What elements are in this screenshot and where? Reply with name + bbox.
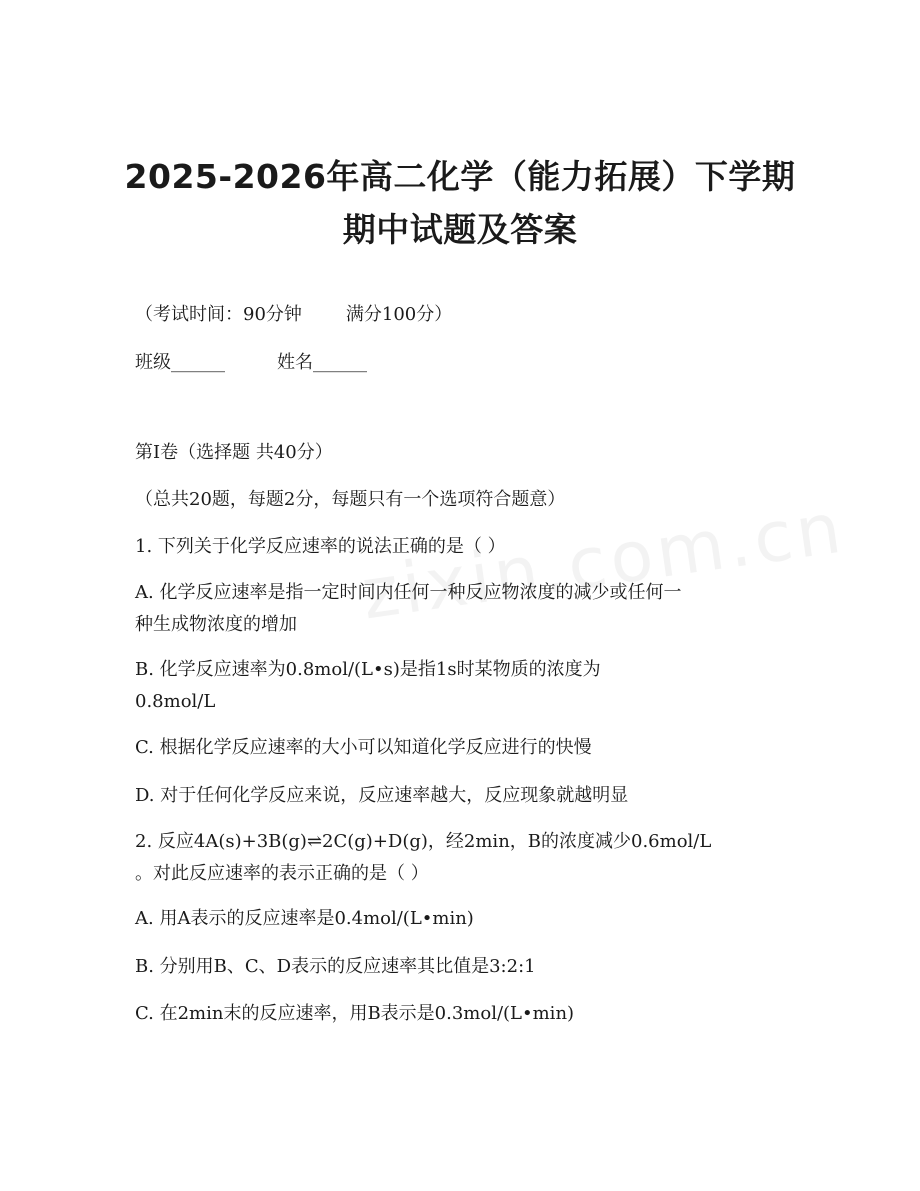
question-2-option-a: A. 用A表示的反应速率是0.4mol/(L•min) [135,908,474,929]
question-2-option-c: C. 在2min末的反应速率，用B表示是0.3mol/(L•min) [135,1003,575,1024]
question-1-option-a-line-2: 种生成物浓度的增加 [135,614,297,635]
exam-info [135,303,452,327]
student-info [135,351,367,375]
name-field: 姓名______ [277,352,367,373]
document-title-line-2: 期中试题及答案 [342,210,578,249]
question-2-stem-line-2: 。对此反应速率的表示正确的是（ ） [135,863,429,884]
document-title-line-1: 2025-2026年高二化学（能力拓展）下学期 [124,157,796,196]
question-1-option-d: D. 对于任何化学反应来说，反应速率越大，反应现象就越明显 [135,785,629,806]
exam-time: （考试时间：90分钟 [135,304,302,325]
question-1-option-a-line-1: A. 化学反应速率是指一定时间内任何一种反应物浓度的减少或任何一 [135,582,682,603]
question-1-option-c: C. 根据化学反应速率的大小可以知道化学反应进行的快慢 [135,737,592,758]
section-heading: 第I卷（选择题 共40分） [135,442,333,463]
full-marks: 满分100分） [345,304,453,325]
question-1-option-b-line-1: B. 化学反应速率为0.8mol/(L•s)是指1s时某物质的浓度为 [135,659,601,680]
question-1-stem: 1. 下列关于化学反应速率的说法正确的是（ ） [135,536,506,557]
question-1-option-b-line-2: 0.8mol/L [135,691,216,712]
question-2-stem-line-1: 2. 反应4A(s)+3B(g)⇌2C(g)+D(g)，经2min，B的浓度减少0.6mol/L [135,831,712,852]
question-2-option-b: B. 分别用B、C、D表示的反应速率其比值是3:2:1 [135,956,536,977]
section-note: （总共20题，每题2分，每题只有一个选项符合题意） [135,489,566,510]
class-field: 班级______ [135,352,225,373]
